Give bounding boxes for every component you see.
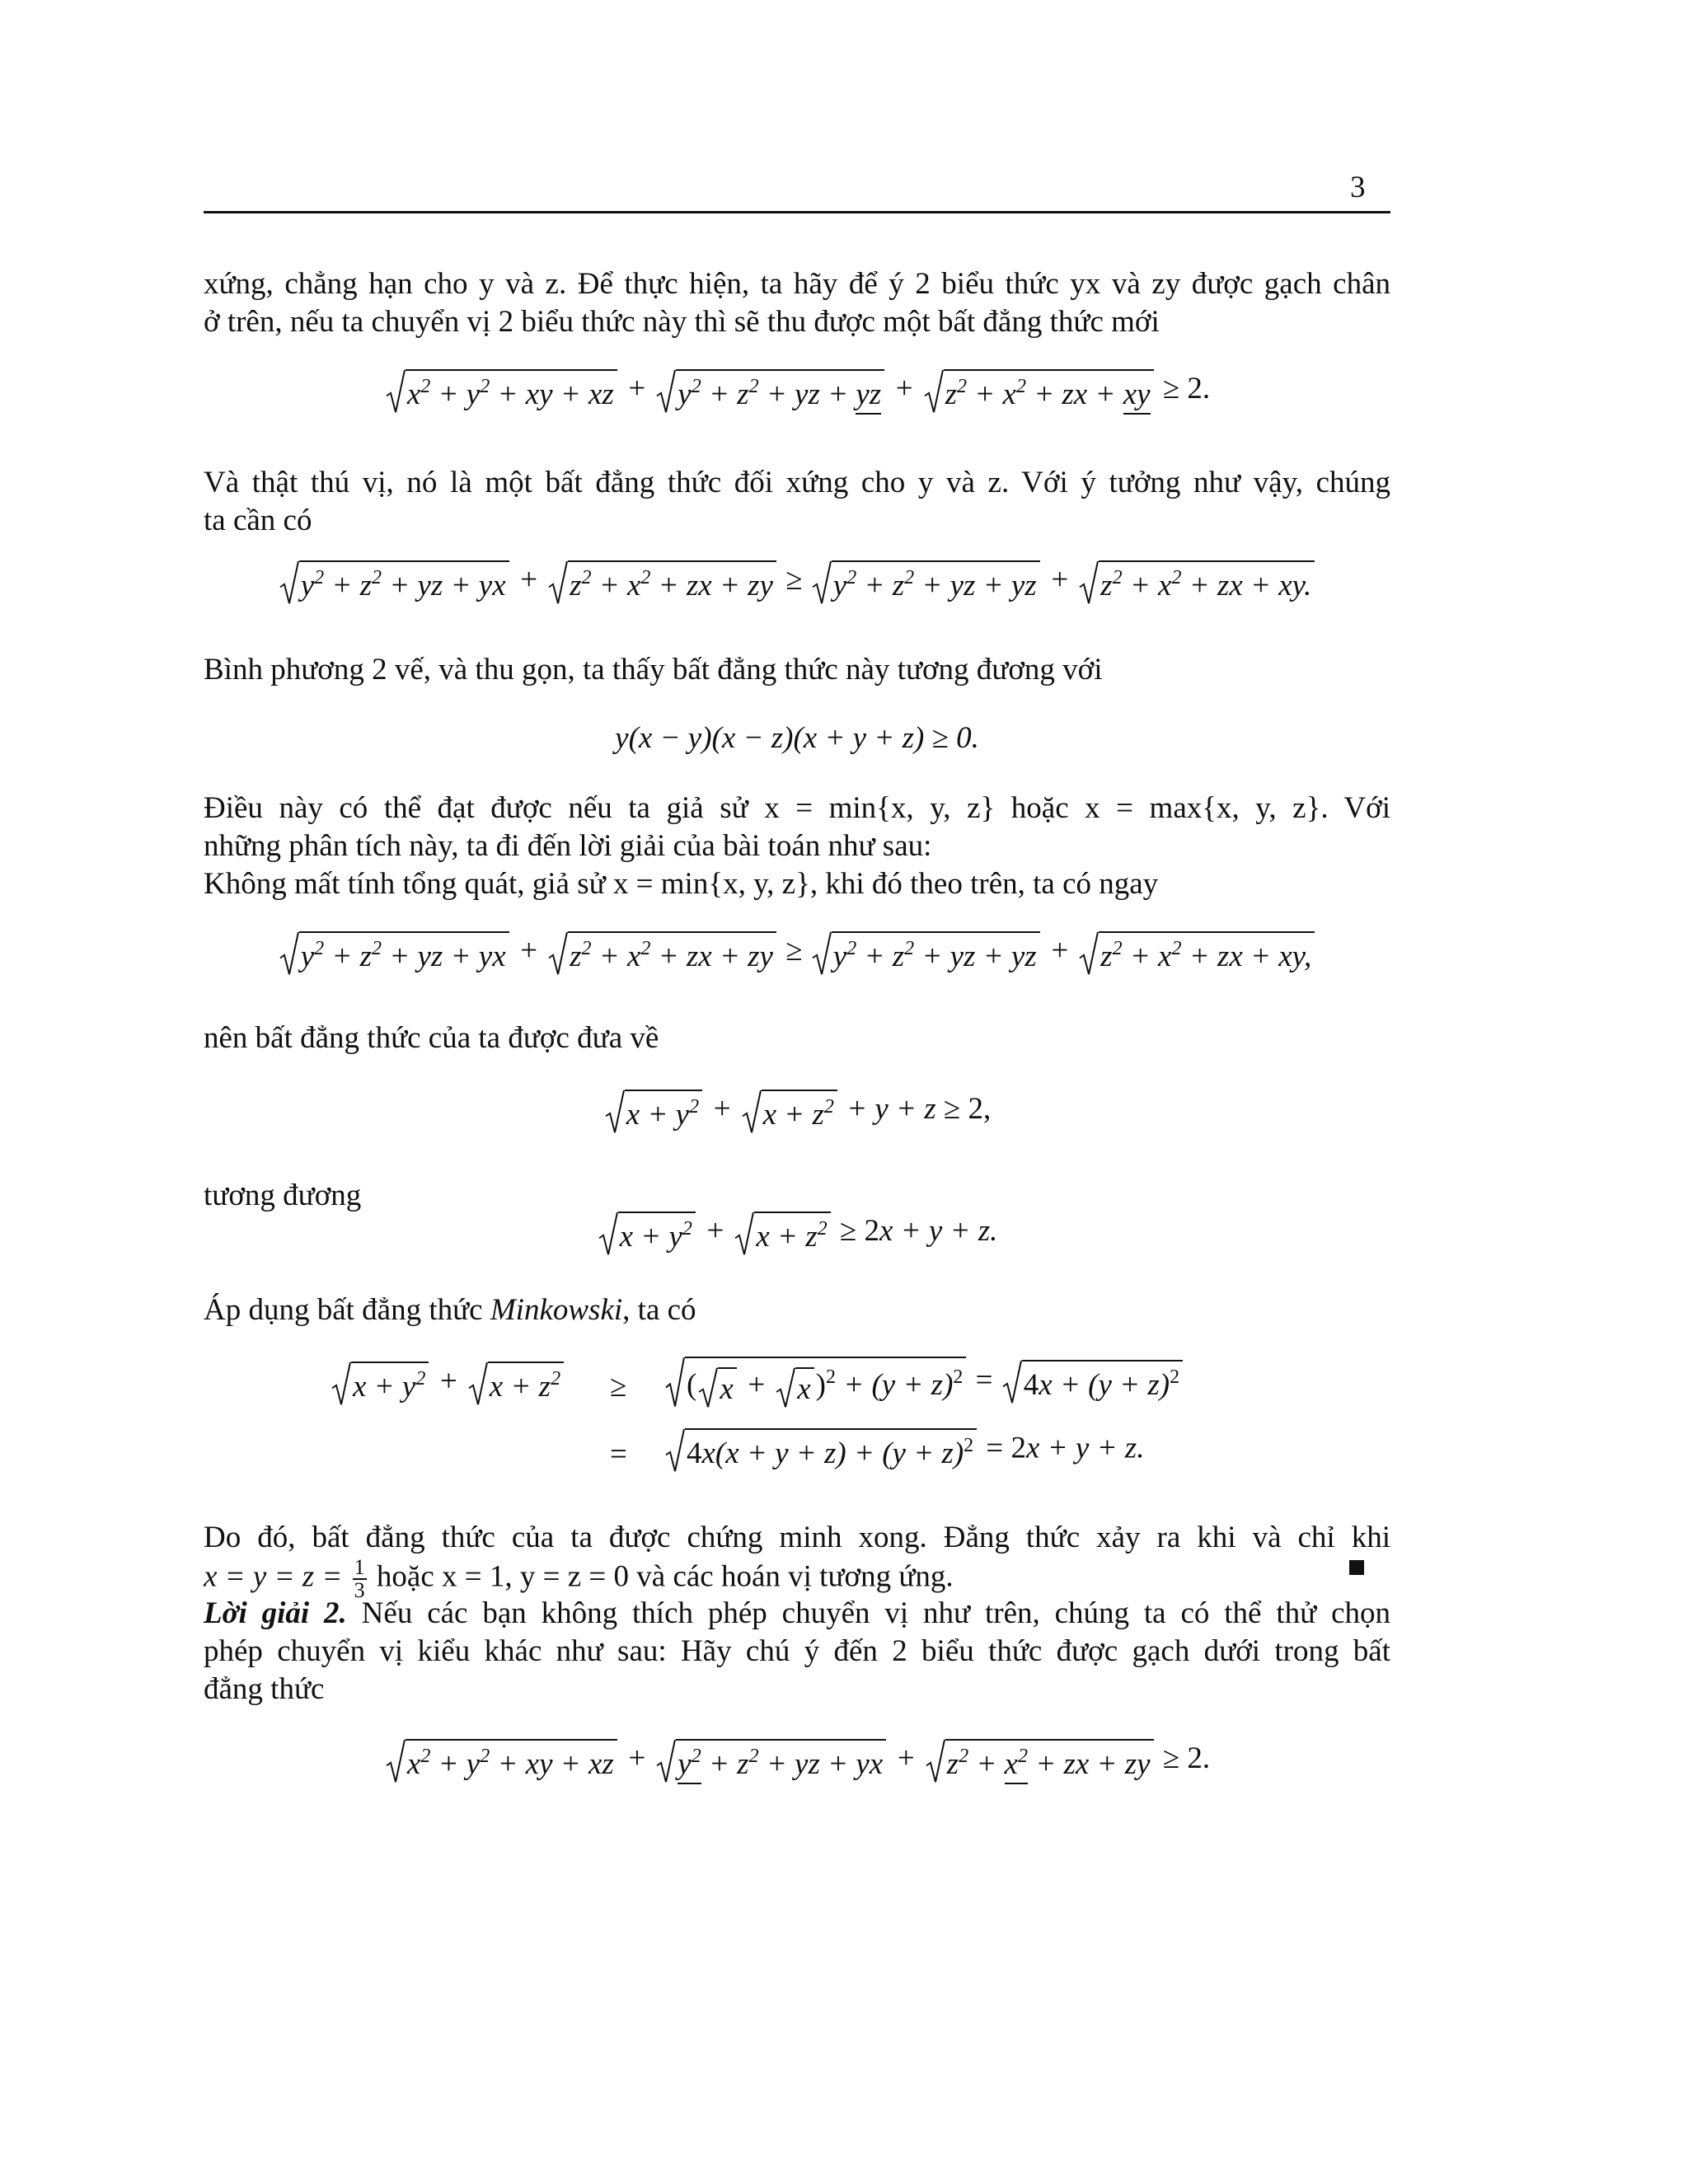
text-line: ở trên, nếu ta chuyển vị 2 biểu thức này thì sẽ thu được một bất đẳng thức mới xyxy=(204,305,1160,339)
equals-sign: = xyxy=(610,1437,627,1471)
text-line: xứng, chẳng hạn cho y và z. Để thực hiện, ta hãy để ý 2 biểu thức yx và zy được gạch chân xyxy=(204,267,1390,301)
paragraph-9 xyxy=(204,1595,1390,1708)
equation-5: $x + y^2$ + $x + z^2$ + y + z ≥ 2, xyxy=(204,1090,1390,1134)
text-line xyxy=(204,1291,1390,1329)
equation-4: $y^2 + z^2$ + yz + yx + $z^2 + x^2$ + zx + zy ≥ $y^2 + z^2$ + yz + yz + $z^2 + x^2$ + zx + xy, xyxy=(204,931,1390,976)
header-rule xyxy=(204,211,1390,213)
text-line: nên bất đẳng thức của ta được đưa về xyxy=(204,1021,659,1055)
paragraph-4 xyxy=(204,790,1390,903)
page-number: 3 xyxy=(1350,171,1366,204)
equation-text: y(x − y)(x − z)(x + y + z) ≥ 0. xyxy=(615,721,979,755)
fraction-denominator: 3 xyxy=(354,1578,365,1602)
equation-8: $x^2 + y^2$ + xy + xz + $y^2 + z^2$ + yz + yx + $z^2 + x^2$ + zx + zy ≥ 2. xyxy=(204,1739,1390,1783)
qed-square-icon xyxy=(1349,1560,1364,1575)
paragraph-7 xyxy=(204,1291,1390,1329)
text-line: Điều này có thể đạt được nếu ta giả sử x = min{x, y, z} hoặc x = max{x, y, z}. Với xyxy=(204,791,1390,825)
text-segment: x = y = z = xyxy=(204,1559,350,1594)
equation-6: $x + y^2$ + $x + z^2$ ≥ 2x + y + z. xyxy=(204,1212,1390,1256)
paragraph-6 xyxy=(204,1177,1390,1215)
equation-7-lhs: $x + y^2$ + $x + z^2$ xyxy=(330,1361,565,1406)
paragraph-8 xyxy=(204,1519,1390,1601)
equation-7-rhs-2: $4x(x + y + z) + (y + z)^2$ = 2x + y + z. xyxy=(663,1428,1144,1473)
text-line: Và thật thú vị, nó là một bất đẳng thức đối xứng cho y và z. Với ý tưởng như vậy, chúng xyxy=(204,466,1390,499)
text-segment: Nếu các bạn không thích phép chuyển vị như trên, chúng ta có thể thử chọn xyxy=(346,1596,1390,1630)
text-line: Bình phương 2 vế, và thu gọn, ta thấy bất đẳng thức này tương đương với xyxy=(204,653,1103,687)
paragraph-5 xyxy=(204,1019,1390,1057)
minkowski-name: Minkowski xyxy=(490,1293,623,1327)
paragraph-3 xyxy=(204,651,1390,689)
text-segment: hoặc x = 1, y = z = 0 và các hoán vị tương ứng. xyxy=(368,1559,954,1594)
text-line: Không mất tính tổng quát, giả sử x = min{x, y, z}, khi đó theo trên, ta có ngay xyxy=(204,867,1159,901)
text-line: đẳng thức xyxy=(204,1672,325,1706)
solution-2-label: Lời giải 2. xyxy=(204,1596,347,1630)
geq-sign: ≥ xyxy=(610,1370,627,1404)
fraction-numerator: 1 xyxy=(354,1555,365,1579)
equation-7-rhs-1: ( x + x )$^2 + (y + z)^2$ = $4x + (y + z)^2$ xyxy=(663,1357,1184,1408)
equation-2: $y^2 + z^2$ + yz + yx + $z^2 + x^2$ + zx + zy ≥ $y^2 + z^2$ + yz + yz + $z^2 + x^2$ + zx + xy. xyxy=(204,560,1390,605)
text-line: tương đương xyxy=(204,1179,362,1212)
paragraph-1 xyxy=(204,265,1390,341)
text-segment: Áp dụng bất đẳng thức xyxy=(204,1293,490,1327)
text-segment: , ta có xyxy=(622,1293,696,1327)
text-line: những phân tích này, ta đi đến lời giải của bài toán như sau: xyxy=(204,829,932,863)
text-line: phép chuyển vị kiểu khác như sau: Hãy chú ý đến 2 biểu thức được gạch dưới trong bất xyxy=(204,1634,1390,1668)
equation-3 xyxy=(204,719,1390,757)
text-line xyxy=(204,1595,1390,1633)
paragraph-2 xyxy=(204,464,1390,540)
text-line: ta cần có xyxy=(204,504,312,537)
equation-1: $x^2 + y^2$ + xy + xz + $y^2 + z^2$ + yz + yz + $z^2 + x^2$ + zx + xy ≥ 2. xyxy=(204,369,1390,414)
text-line: Do đó, bất đẳng thức của ta được chứng minh xong. Đẳng thức xảy ra khi và chỉ khi xyxy=(204,1521,1390,1554)
